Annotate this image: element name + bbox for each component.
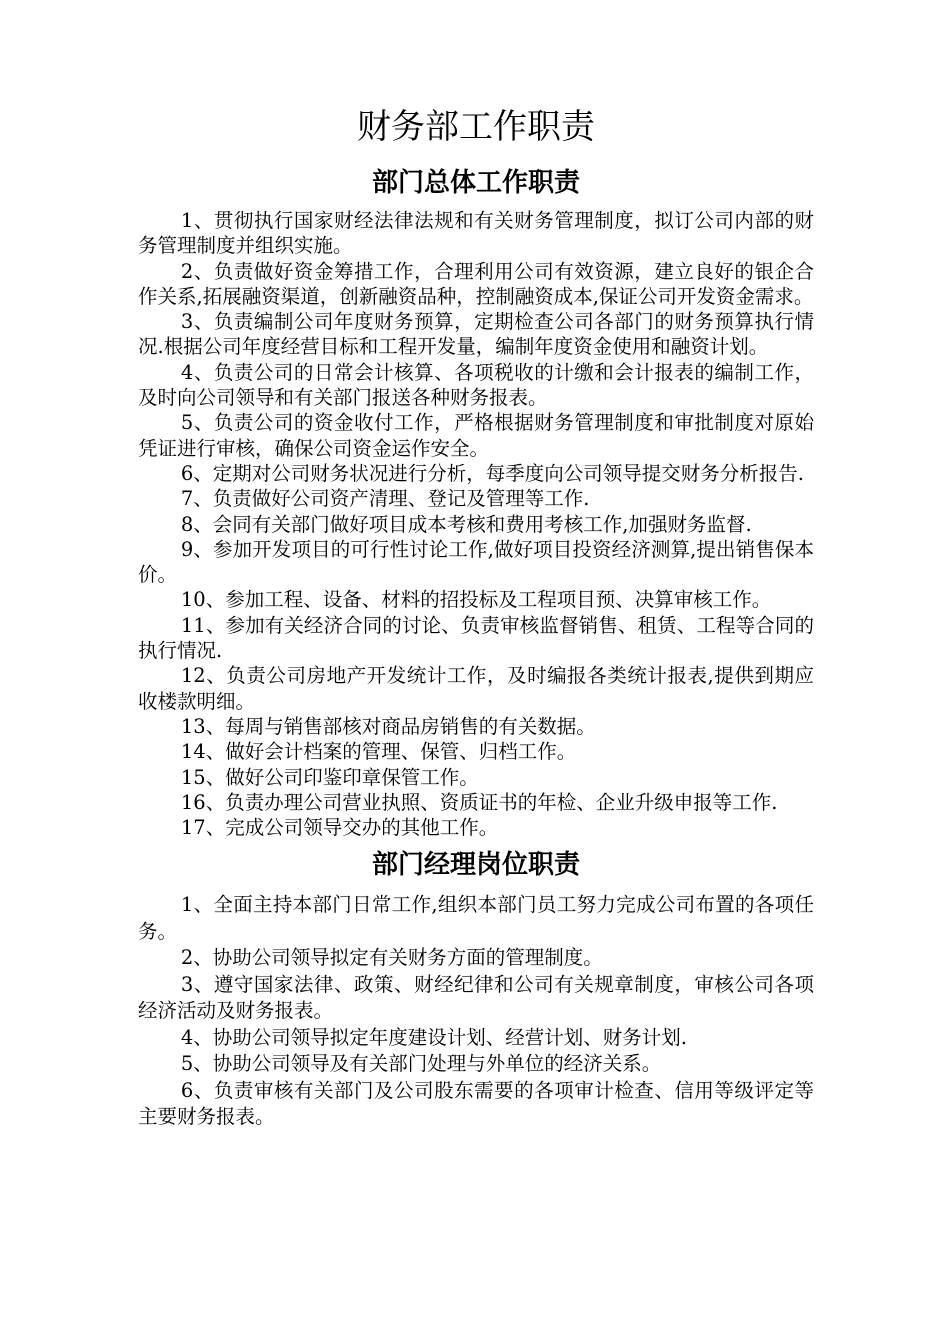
- duty-item: 6、定期对公司财务状况进行分析，每季度向公司领导提交财务分析报告.: [180, 461, 804, 485]
- duty-item: 15、做好公司印鉴印章保管工作。: [180, 765, 479, 789]
- duty-item: 16、负责办理公司营业执照、资质证书的年检、企业升级申报等工作.: [180, 790, 778, 814]
- duty-item: 2、协助公司领导拟定有关财务方面的管理制度。: [180, 946, 603, 970]
- duty-item: 6、负责审核有关部门及公司股东需要的各项审计检查、信用等级评定等主要财务报表。: [138, 1078, 814, 1129]
- duty-item: 2、负责做好资金筹措工作，合理利用公司有效资源，建立良好的银企合作关系,拓展融资渠道，创新融资品种，控制融资成本,保证公司开发资金需求。: [138, 259, 814, 308]
- duty-item: 12、负责公司房地产开发统计工作，及时编报各类统计报表,提供到期应收楼款明细。: [138, 664, 814, 713]
- section-overall-duties: [138, 158, 814, 840]
- duty-item: 1、全面主持本部门日常工作,组织本部门员工努力完成公司布置的各项任务。: [138, 893, 814, 943]
- section-heading: 部门总体工作职责: [371, 168, 580, 198]
- duty-item: 7、负责做好公司资产清理、登记及管理等工作.: [180, 487, 590, 511]
- duty-item: 10、参加工程、设备、材料的招投标及工程项目预、决算审核工作。: [180, 588, 772, 612]
- duty-item: 17、完成公司领导交办的其他工作。: [180, 816, 499, 840]
- duty-item: 3、遵守国家法律、政策、财经纪律和公司有关规章制度，审核公司各项经济活动及财务报表。: [138, 972, 814, 1023]
- section-heading: 部门经理岗位职责: [371, 850, 580, 881]
- duty-item: 1、贯彻执行国家财经法律法规和有关财务管理制度，拟订公司内部的财务管理制度并组织实施。: [138, 209, 814, 258]
- duty-item: 3、负责编制公司年度财务预算，定期检查公司各部门的财务预算执行情况.根据公司年度经营目标和工程开发量，编制年度资金使用和融资计划。: [138, 310, 814, 359]
- document-title: 财务部工作职责: [357, 107, 595, 147]
- duty-item: 8、会同有关部门做好项目成本考核和费用考核工作,加强财务监督.: [180, 512, 752, 536]
- duty-list: [138, 208, 814, 840]
- document-page: [138, 96, 814, 1131]
- duty-item: 9、参加开发项目的可行性讨论工作,做好项目投资经济测算,提出销售保本价。: [138, 537, 814, 587]
- duty-item: 5、负责公司的资金收付工作，严格根据财务管理制度和审批制度对原始凭证进行审核，确保公司资金运作安全。: [138, 411, 814, 460]
- duty-item: 4、负责公司的日常会计核算、各项税收的计缴和会计报表的编制工作，及时向公司领导和有关部门报送各种财务报表。: [138, 360, 814, 410]
- duty-list: [138, 892, 814, 1131]
- duty-item: 14、做好会计档案的管理、保管、归档工作。: [180, 740, 577, 764]
- duty-item: 4、协助公司领导拟定年度建设计划、经营计划、财务计划.: [180, 1025, 687, 1049]
- duty-item: 13、每周与销售部核对商品房销售的有关数据。: [180, 714, 596, 738]
- duty-item: 5、协助公司领导及有关部门处理与外单位的经济关系。: [180, 1052, 662, 1076]
- section-manager-duties: [138, 840, 814, 1131]
- duty-item: 11、参加有关经济合同的讨论、负责审核监督销售、租赁、工程等合同的执行情况.: [138, 613, 814, 663]
